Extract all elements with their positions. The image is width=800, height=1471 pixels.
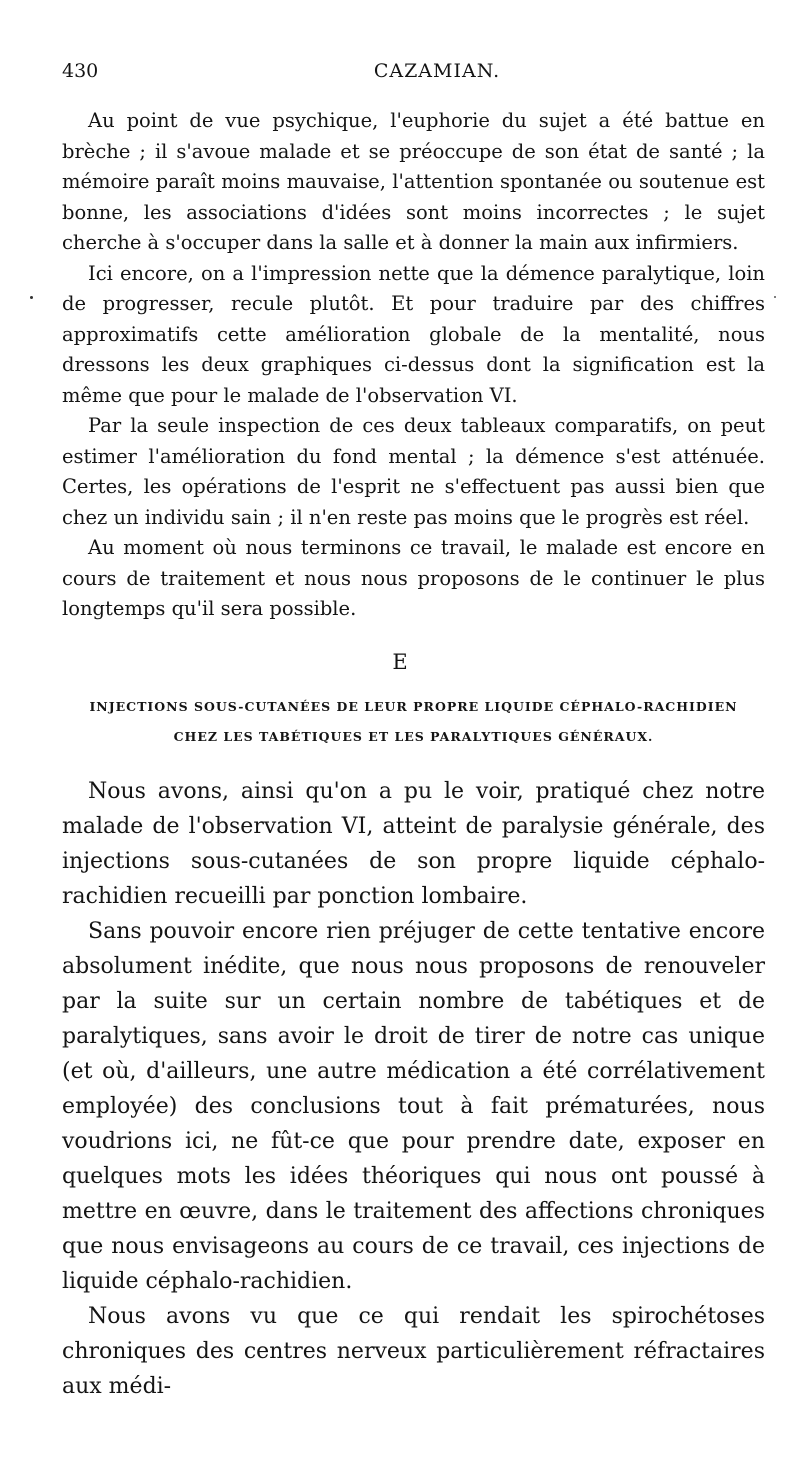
section-title xyxy=(60,692,767,752)
margin-dot-right xyxy=(774,296,776,298)
running-title: CAZAMIAN. xyxy=(373,60,501,82)
paragraph: Nous avons vu que ce qui rendait les spirochétoses chroniques des centres nerveux particulièrement réfractaires aux médi- xyxy=(62,1304,765,1399)
upper-body-text xyxy=(62,106,765,625)
paragraph: Sans pouvoir encore rien préjuger de cette tentative encore absolument inédite, que nous nous proposons de renouveler par la suite sur un certain nombre de tabétiques et de paralytiques, sans avoir le droit de tirer de notre cas unique (et où, d'ailleurs, une autre médication a été corrélativement employée) des conclusions tout à fait prématurées, nous voudrions ici, ne fût-ce que pour prendre date, exposer en quelques mots les idées théoriques qui nous ont poussé à mettre en œuvre, dans le traitement des affections chroniques que nous envisageons au cours de ce travail, ces injections de liquide céphalo-rachidien. xyxy=(62,919,765,1294)
section-title-line: CHEZ LES TABÉTIQUES ET LES PARALYTIQUES GÉNÉRAUX. xyxy=(173,729,654,744)
paragraph: Ici encore, on a l'impression nette que la démence paralytique, loin de progresser, recule plutôt. Et pour traduire par des chiffres approximatifs cette amélioration globale de la mentalité, nous dressons les deux graphiques ci-dessus dont la signification est la même que pour le malade de l'observation VI. xyxy=(62,261,765,407)
running-head xyxy=(62,60,762,90)
lower-body-text xyxy=(62,774,765,1404)
page-number: 430 xyxy=(62,60,99,82)
paragraph: Par la seule inspection de ces deux tableaux comparatifs, on peut estimer l'amélioration du fond mental ; la démence s'est atténuée. Certes, les opérations de l'esprit ne s'effectuent pas aussi bien que chez un individu sain ; il n'en reste pas moins que le progrès est réel. xyxy=(62,414,765,529)
section-letter: E xyxy=(392,650,408,674)
paragraph: Au moment où nous terminons ce travail, le malade est encore en cours de traitement et nous nous proposons de le continuer le plus longtemps qu'il sera possible. xyxy=(62,536,765,620)
section-title-line: INJECTIONS SOUS-CUTANÉES DE LEUR PROPRE LIQUIDE CÉPHALO-RACHIDIEN xyxy=(89,699,738,714)
margin-dot xyxy=(30,296,33,299)
paragraph: Nous avons, ainsi qu'on a pu le voir, pratiqué chez notre malade de l'observation VI, atteint de paralysie générale, des injections sous-cutanées de son propre liquide céphalo-rachidien recueilli par ponction lombaire. xyxy=(62,779,765,909)
paragraph: Au point de vue psychique, l'euphorie du sujet a été battue en brèche ; il s'avoue malade et se préoccupe de son état de santé ; la mémoire paraît moins mauvaise, l'attention spontanée ou soutenue est bonne, les associations d'idées sont moins incorrectes ; le sujet cherche à s'occuper dans la salle et à donner la main aux infirmiers. xyxy=(62,109,765,254)
